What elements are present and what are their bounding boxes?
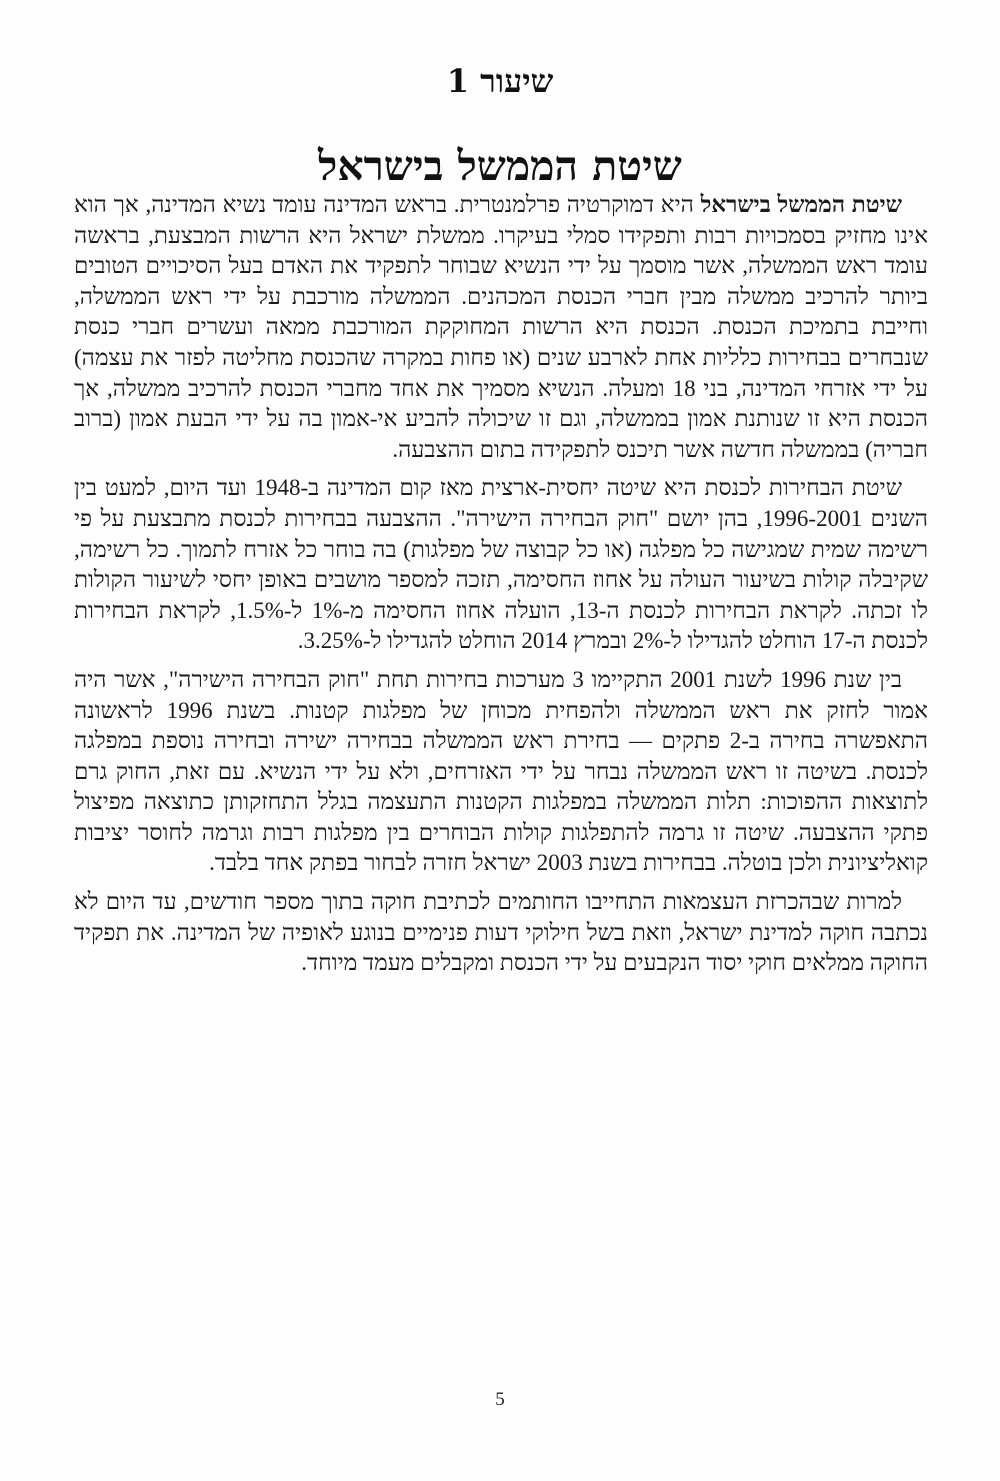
paragraph-lead: שיטת הממשל בישראל bbox=[700, 192, 902, 217]
lesson-header: שיעור 1 bbox=[446, 62, 554, 100]
paragraph-text: בין שנת 1996 לשנת 2001 התקיימו 3 מערכות בחירות תחת "חוק הבחירה הישירה", אשר היה אמור לחזק את ראש הממשלה ולהפחית מכוחן של מפלגות קטנות. בשנת 1996 לראשונה התאפשרה בחירה ב-2 פתקים — בחירת ראש הממשלה בבחירה ישירה ובחירה נוספת במפלגה לכנסת. בשיטה זו ראש הממשלה נבחר על ידי האזרחים, ולא על ידי הנשיא. עם זאת, החוק גרם לתוצאות ההפוכות: תלות הממשלה במפלגות הקטנות התעצמה בגלל התחזקותן כתוצאה מפיצול פתקי ההצבעה. שיטה זו גרמה להתפלגות קולות הבוחרים בין מפלגות רבות וגרמה לחוסר יציבות קואליציונית ולכן בוטלה. בבחירות בשנת 2003 ישראל חזרה לבחור בפתק אחד בלבד. bbox=[74, 666, 929, 876]
paragraph-text: היא דמוקרטיה פרלמנטרית. בראש המדינה עומד נשיא המדינה, אך הוא אינו מחזיק בסמכויות רבות ותפקידו סמלי בעיקרו. ממשלת ישראל היא הרשות המבצעת, בראשה עומד ראש הממשלה, אשר מוסמך על ידי הנשיא שבוחר לתפקיד את האדם בעל הסיכויים הטובים ביותר להרכיב ממשלה מבין חברי הכנסת המכהנים. הממשלה מורכבת על ידי ראש הממשלה, וחייבת בתמיכת הכנסת. הכנסת היא הרשות המחוקקת המורכבת ממאה ועשרים חברי כנסת שנבחרים בבחירות כלליות אחת לארבע שנים (או פחות במקרה שהכנסת מחליטה לפזר את עצמה) על ידי אזרחי המדינה, בני 18 ומעלה. הנשיא מסמיך את אחד מחברי הכנסת להרכיב ממשלה, אך הכנסת היא זו שנותנת אמון בממשלה, וגם זו שיכולה להביע אי-אמון בה על ידי הבעת אמון (ברוב חבריה) בממשלה חדשה אשר תיכנס לתפקידה בתום ההצבעה. bbox=[74, 192, 928, 462]
paragraph-text: שיטת הבחירות לכנסת היא שיטה יחסית-ארצית מאז קום המדינה ב-1948 ועד היום, למעט בין השנים 1996-2001, בהן יושם "חוק הבחירה הישירה". ההצבעה בבחירות לכנסת מתבצעת על פי רשימה שמית שמגישה כל מפלגה (או כל קבוצה של מפלגות) בה בוחר כל אזרח לתמוך. כל רשימה, שקיבלה קולות בשיעור העולה על אחוז החסימה, תזכה למספר מושבים באופן יחסי לשיעור הקולות לו זכתה. לקראת הבחירות לכנסת ה-13, הועלה אחוז החסימה מ-1% ל-1.5%, לקראת הבחירות לכנסת ה-17 הוחלט להגדילו ל-2% ובמרץ 2014 הוחלט להגדילו ל-3.25%. bbox=[74, 475, 928, 654]
paragraph bbox=[74, 665, 928, 879]
paragraph bbox=[74, 190, 928, 465]
paragraph bbox=[74, 473, 928, 657]
body-text bbox=[74, 190, 928, 987]
paragraph bbox=[74, 887, 928, 979]
chapter-title: שיטת הממשל בישראל bbox=[318, 142, 682, 190]
page-number: 5 bbox=[495, 1389, 505, 1410]
paragraph-text: למרות שבהכרזת העצמאות התחייבו החותמים לכתיבת חוקה בתוך מספר חודשים, עד היום לא נכתבה חוקה למדינת ישראל, וזאת בשל חילוקי דעות פנימיים בנוגע לאופיה של המדינה. את תפקיד החוקה ממלאים חוקי יסוד הנקבעים על ידי הכנסת ומקבלים מעמד מיוחד. bbox=[74, 889, 928, 976]
